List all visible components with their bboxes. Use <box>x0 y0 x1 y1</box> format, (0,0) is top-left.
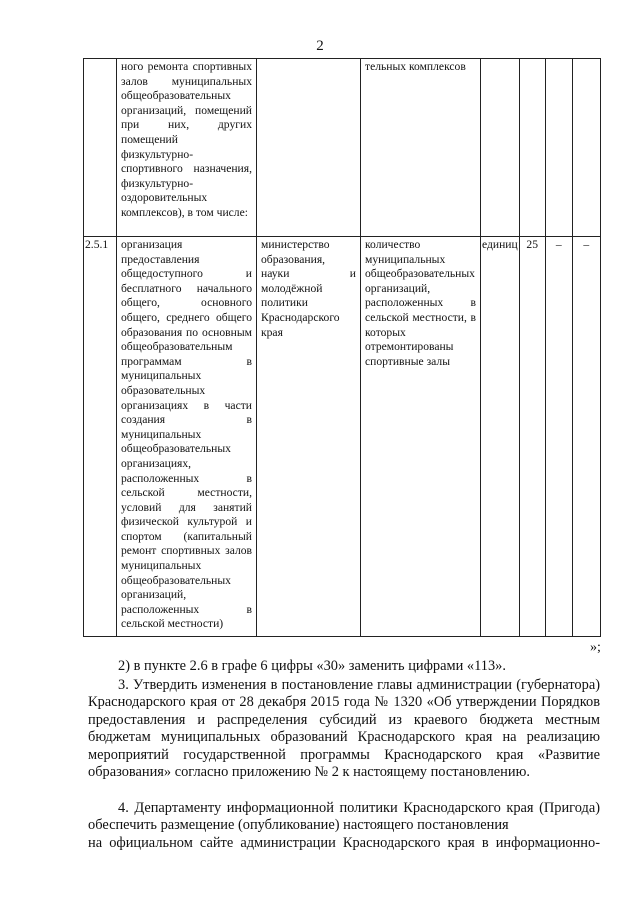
row-number-cell: 2.5.1 <box>84 237 117 637</box>
paragraph-text-cut-line: на официальном сайте администрации Краснодарского края в информационно- <box>88 834 600 851</box>
executor-cell: министерство образования, науки и молодёжной политики Краснодарского края <box>257 237 361 637</box>
table-row <box>84 237 601 637</box>
unit-cell: единиц <box>481 237 520 637</box>
table-row <box>84 59 601 237</box>
executor-cell <box>257 59 361 237</box>
extra-cell: – <box>572 237 600 637</box>
page-number: 2 <box>316 38 324 54</box>
paragraph-item-4 <box>88 800 600 852</box>
unit-cell <box>481 59 520 237</box>
event-name-cell: организация предоставления общедоступного и бесплатного начального общего, основного общего, среднего общего образования по основным общеобразовательным программам в муниципальных образовательных организациях в части создания в муниципальных общеобразовательных организациях, расположенных в сельской местности, условий для занятий физической культурой и спортом (капитальный ремонт спортивных залов муниципальных общеобразовательных организаций, расположенных в сельской местности) <box>117 237 257 637</box>
paragraph-item-3 <box>88 677 600 781</box>
program-table <box>83 58 601 637</box>
paragraph-item-2 <box>88 658 600 675</box>
closing-quote-mark: »; <box>590 640 601 655</box>
row-number-cell <box>84 59 117 237</box>
indicator-cell: тельных комплексов <box>361 59 481 237</box>
extra-cell: – <box>545 237 572 637</box>
event-name-cell: ного ремонта спортивных залов муниципальных общеобразовательных организаций, помещений при них, других помещений физкультурно-спортивного назначения, физкультурно-оздоровительных комплексов), в том числе: <box>117 59 257 237</box>
indicator-cell: количество муниципальных общеобразовательных организаций, расположенных в сельской местности, в которых отремонтированы спортивные залы <box>361 237 481 637</box>
value-cell: 25 <box>519 237 545 637</box>
paragraph-text: 4. Департаменту информационной политики Краснодарского края (Пригода) обеспечить размещение (опубликование) настоящего постановления <box>88 800 600 834</box>
paragraph-text: 2) в пункте 2.6 в графе 6 цифры «30» заменить цифрами «113». <box>118 658 506 674</box>
paragraph-text: 3. Утвердить изменения в постановление главы администрации (губернатора) Краснодарского края от 28 декабря 2015 года № 1320 «Об утверждении Порядков предоставления и распределения субсидий из краевого бюджета местным бюджетам муниципальных образований Краснодарского края на реализацию мероприятий государственной программы Краснодарского края «Развитие образования» согласно приложению № 2 к настоящему постановлению. <box>88 677 600 781</box>
value-cell <box>519 59 545 237</box>
extra-cell <box>545 59 572 237</box>
extra-cell <box>572 59 600 237</box>
